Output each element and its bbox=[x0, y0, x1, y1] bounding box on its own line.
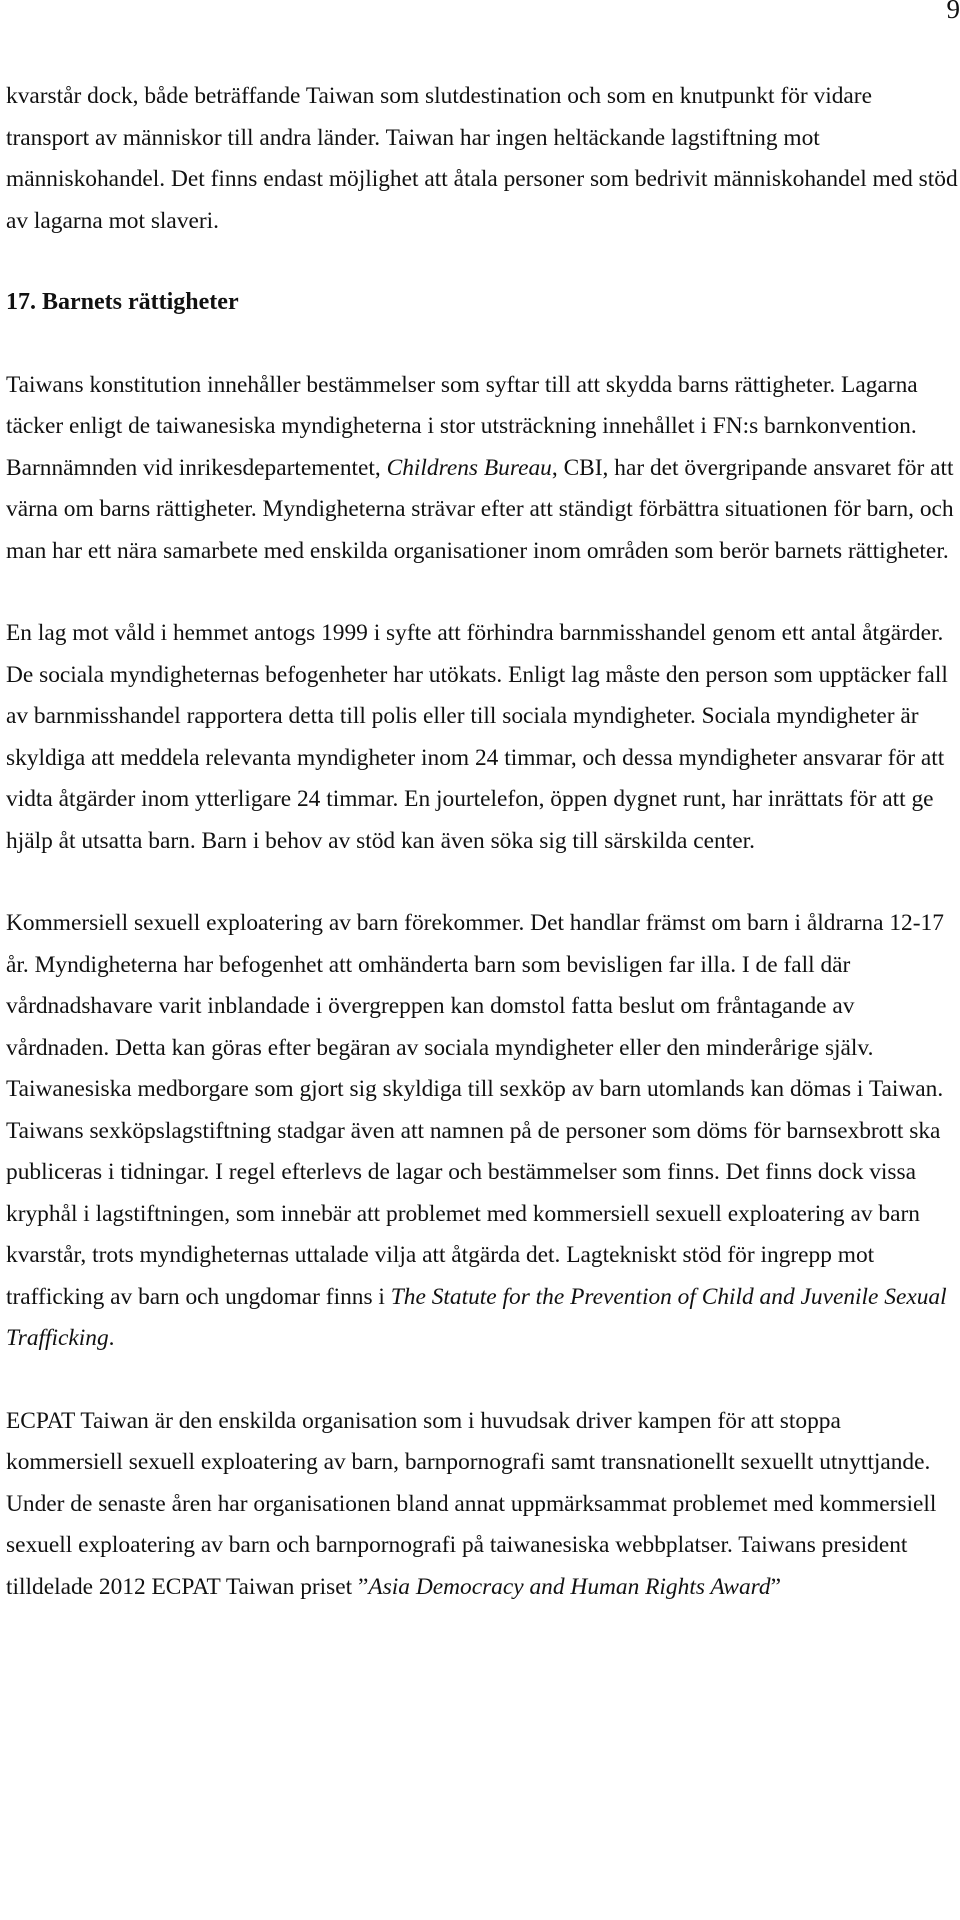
text-segment: ECPAT Taiwan är den enskilda organisation som i huvudsak driver kampen för att stoppa kommersiell sexuell exploatering av barn, barnpornografi samt transnationellt sexuellt utnyttjande. Under de senaste åren har organisationen bland annat uppmärksammat problemet med kommersiell sexuell exploatering av barn och barnpornografi på taiwanesiska webbplatser. Taiwans president tilldelade 2012 ECPAT Taiwan priset ” bbox=[6, 1407, 937, 1600]
paragraph-ecpat bbox=[6, 1401, 958, 1609]
text-segment: . bbox=[108, 1325, 115, 1351]
paragraph-intro: kvarstår dock, både beträffande Taiwan som slutdestination och som en knutpunkt för vidare transport av människor till andra länder. Taiwan har ingen heltäckande lagstiftning mot människohandel. Det finns endast möjlighet att åtala personer som bedrivit människohandel med stöd av lagarna mot slaveri. bbox=[6, 83, 958, 234]
text-segment: ” bbox=[770, 1573, 781, 1600]
paragraph-childrens-rights bbox=[6, 365, 958, 573]
section-heading: 17. Barnets rättigheter bbox=[6, 289, 239, 315]
paragraph-sexual-exploitation bbox=[6, 903, 958, 1360]
text-segment: Kommersiell sexuell exploatering av barn förekommer. Det handlar främst om barn i åldrarna 12-17 år. Myndigheterna har befogenhet att omhänderta barn som bevisligen far illa. I de fall där vårdnadshavare varit inblandade i övergreppen kan domstol fatta beslut om fråntagande av vårdnaden. Detta kan göras efter begäran av sociala myndigheter eller den minderårige själv. Taiwanesiska medborgare som gjort sig skyldiga till sexköp av barn utomlands kan dömas i Taiwan. Taiwans sexköpslagstiftning stadgar även att namnen på de personer som döms för barnsexbrott ska publiceras i tidningar. I regel efterlevs de lagar och bestämmelser som finns. Det finns dock vissa kryphål i lagstiftningen, som innebär att problemet med kommersiell sexuell exploatering av barn kvarstår, trots myndigheternas uttalade vilja att åtgärda det. Lagtekniskt stöd för ingrepp mot trafficking av barn och ungdomar finns i bbox=[6, 910, 944, 1310]
paragraph-domestic-violence-law: En lag mot våld i hemmet antogs 1999 i syfte att förhindra barnmisshandel genom ett antal åtgärder. De sociala myndigheternas befogenheter har utökats. Enligt lag måste den person som upptäcker fall av barnmisshandel rapportera detta till polis eller till sociala myndigheter. Sociala myndigheter är skyldiga att meddela relevanta myndigheter inom 24 timmar, och dessa myndigheter ansvarar för att vidta åtgärder inom ytterligare 24 timmar. En jourtelefon, öppen dygnet runt, har inrättats för att ge hjälp åt utsatta barn. Barn i behov av stöd kan även söka sig till särskilda center. bbox=[6, 620, 948, 854]
text-segment: Taiwans konstitution innehåller bestämmelser som syftar till att skydda barns rättigheter. Lagarna täcker enligt de taiwanesiska myndigheterna i stor utsträckning innehållet i FN:s barnkonvention. Barnnämnden vid inrikesdepartementet, bbox=[6, 371, 918, 481]
document-body bbox=[6, 76, 958, 1608]
italic-statute-title: The Statute for the Prevention of Child and Juvenile Sexual Trafficking bbox=[6, 1283, 947, 1351]
italic-term: Childrens Bureau bbox=[386, 454, 552, 481]
italic-award-title: Asia Democracy and Human Rights Award bbox=[368, 1573, 771, 1600]
page-number: 9 bbox=[946, 0, 960, 24]
text-segment: , CBI, har det övergripande ansvaret för att värna om barns rättigheter. Myndigheterna strävar efter att ständigt förbättra situationen för barn, och man har ett nära samarbete med enskilda organisationer inom områden som berör barnets rättigheter. bbox=[6, 454, 954, 564]
